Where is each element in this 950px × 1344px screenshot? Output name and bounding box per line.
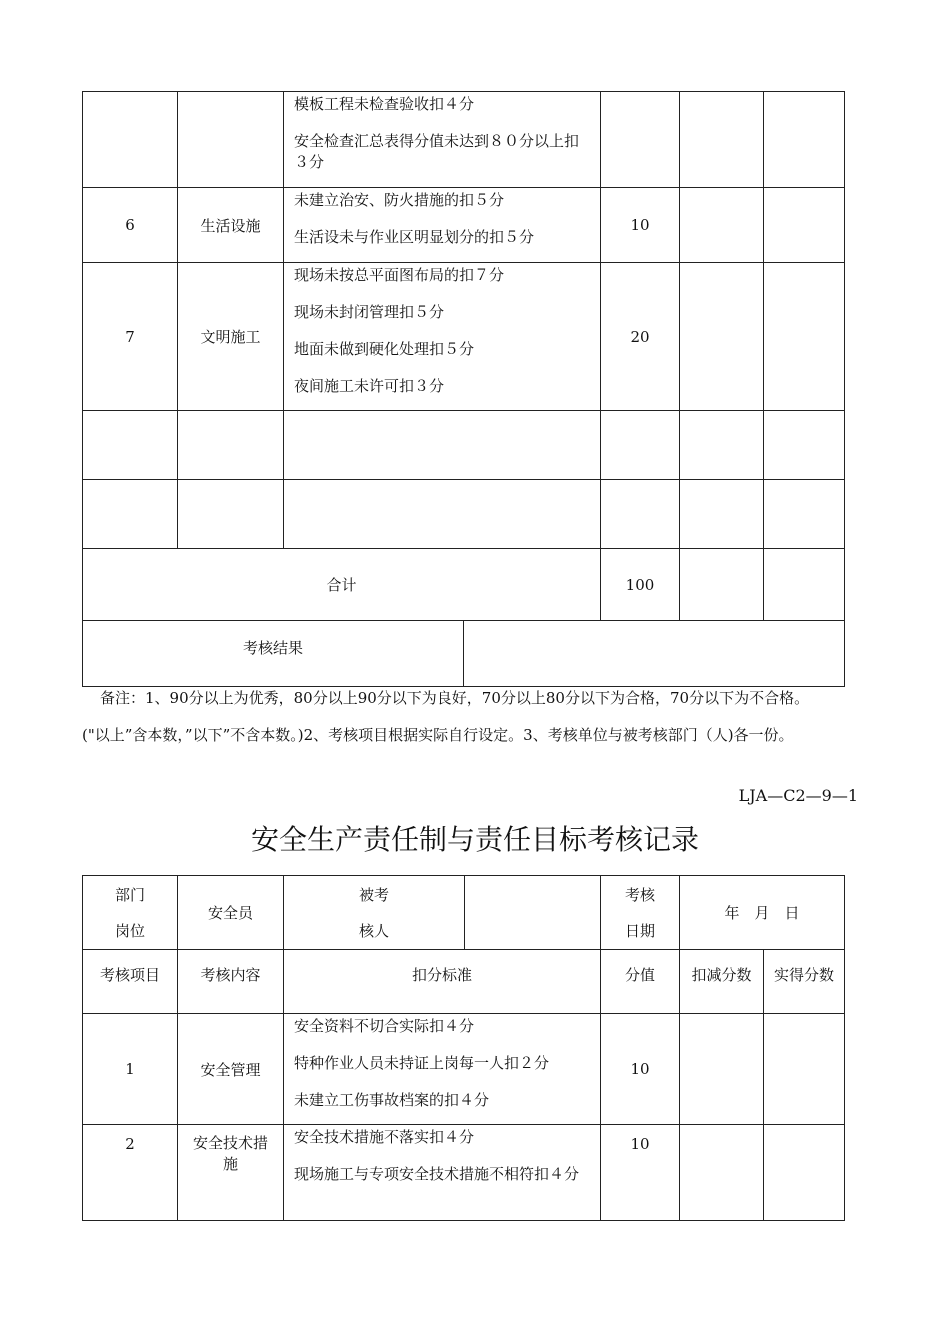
total-row bbox=[83, 549, 845, 621]
actual-score-cell bbox=[764, 92, 845, 188]
date-value: 年 月 日 bbox=[680, 876, 845, 950]
deduction-cell bbox=[680, 1125, 764, 1221]
column-header: 实得分数 bbox=[764, 950, 845, 1014]
actual-score-cell bbox=[764, 1014, 845, 1125]
criteria-line: 模板工程未检查验收扣４分 bbox=[294, 95, 475, 113]
table-row bbox=[83, 1014, 845, 1125]
examinee-value bbox=[465, 876, 601, 950]
column-header: 考核内容 bbox=[178, 950, 284, 1014]
criteria-line: 未建立工伤事故档案的扣４分 bbox=[294, 1091, 490, 1109]
criteria-cell bbox=[284, 1125, 601, 1221]
score-cell: 10 bbox=[601, 1014, 680, 1125]
score-cell: 10 bbox=[601, 1125, 680, 1221]
deduction-cell bbox=[680, 1014, 764, 1125]
criteria-cell bbox=[284, 263, 601, 411]
assessment-table bbox=[82, 875, 845, 1221]
column-header: 分值 bbox=[601, 950, 680, 1014]
criteria-line: 安全技术措施不落实扣４分 bbox=[294, 1128, 475, 1146]
position-value: 安全员 bbox=[178, 876, 284, 950]
table-row bbox=[83, 92, 845, 188]
item-name-cell: 生活设施 bbox=[178, 188, 284, 263]
item-name-cell: 安全管理 bbox=[178, 1014, 284, 1125]
item-number-cell: 2 bbox=[83, 1125, 178, 1221]
column-header: 扣分标准 bbox=[284, 950, 601, 1014]
total-label: 合计 bbox=[83, 549, 601, 621]
deduction-cell bbox=[680, 188, 764, 263]
examinee-label: 被考 核人 bbox=[284, 876, 465, 950]
table-row bbox=[83, 188, 845, 263]
note-line-1: 备注：1、90分以上为优秀，80分以上90分以下为良好，70分以上80分以下为合格，70分以下为不合格。 bbox=[100, 689, 810, 707]
item-name-cell bbox=[178, 92, 284, 188]
deduction-cell bbox=[680, 263, 764, 411]
total-value: 100 bbox=[601, 549, 680, 621]
date-label: 考核 日期 bbox=[601, 876, 680, 950]
criteria-cell bbox=[284, 1014, 601, 1125]
criteria-line: 特种作业人员未持证上岗每一人扣２分 bbox=[294, 1054, 550, 1072]
actual-score-cell bbox=[764, 188, 845, 263]
note-line-2: ("以上”含本数，”以下”不含本数。)2、考核项目根据实际自行设定。3、考核单位与被考核部门（人)各一份。 bbox=[82, 726, 794, 744]
criteria-line: 现场未封闭管理扣５分 bbox=[294, 303, 445, 321]
item-number-cell: 1 bbox=[83, 1014, 178, 1125]
header-info-row bbox=[83, 876, 845, 950]
item-number-cell: 6 bbox=[83, 188, 178, 263]
score-cell: 10 bbox=[601, 188, 680, 263]
criteria-line: 安全检查汇总表得分值未达到８０分以上扣３分 bbox=[294, 132, 580, 171]
item-number-cell: 7 bbox=[83, 263, 178, 411]
criteria-line: 地面未做到硬化处理扣５分 bbox=[294, 340, 475, 358]
empty-row bbox=[83, 411, 845, 480]
criteria-cell bbox=[284, 188, 601, 263]
column-header: 扣减分数 bbox=[680, 950, 764, 1014]
criteria-cell bbox=[284, 92, 601, 188]
column-header-row bbox=[83, 950, 845, 1014]
score-cell: 20 bbox=[601, 263, 680, 411]
criteria-line: 夜间施工未许可扣３分 bbox=[294, 377, 445, 395]
result-value-cell bbox=[464, 621, 845, 687]
document-code: LJA—C2—9—1 bbox=[738, 786, 858, 805]
item-number-cell bbox=[83, 92, 178, 188]
table-row bbox=[83, 263, 845, 411]
criteria-line: 生活设未与作业区明显划分的扣５分 bbox=[294, 228, 535, 246]
item-name-cell: 安全技术措施 bbox=[178, 1125, 284, 1221]
criteria-line: 现场未按总平面图布局的扣７分 bbox=[294, 266, 505, 284]
deduction-cell bbox=[680, 92, 764, 188]
criteria-line: 未建立治安、防火措施的扣５分 bbox=[294, 191, 505, 209]
upper-score-table bbox=[82, 91, 845, 621]
result-table bbox=[82, 620, 845, 687]
column-header: 考核项目 bbox=[83, 950, 178, 1014]
criteria-line: 现场施工与专项安全技术措施不相符扣４分 bbox=[294, 1165, 580, 1183]
table-row bbox=[83, 1125, 845, 1221]
item-name-cell: 文明施工 bbox=[178, 263, 284, 411]
result-label: 考核结果 bbox=[83, 621, 464, 687]
actual-score-cell bbox=[764, 1125, 845, 1221]
empty-row bbox=[83, 480, 845, 549]
actual-score-cell bbox=[764, 263, 845, 411]
score-cell bbox=[601, 92, 680, 188]
criteria-line: 安全资料不切合实际扣４分 bbox=[294, 1017, 475, 1035]
page-title: 安全生产责任制与责任目标考核记录 bbox=[250, 823, 699, 856]
dept-position-label: 部门 岗位 bbox=[83, 876, 178, 950]
